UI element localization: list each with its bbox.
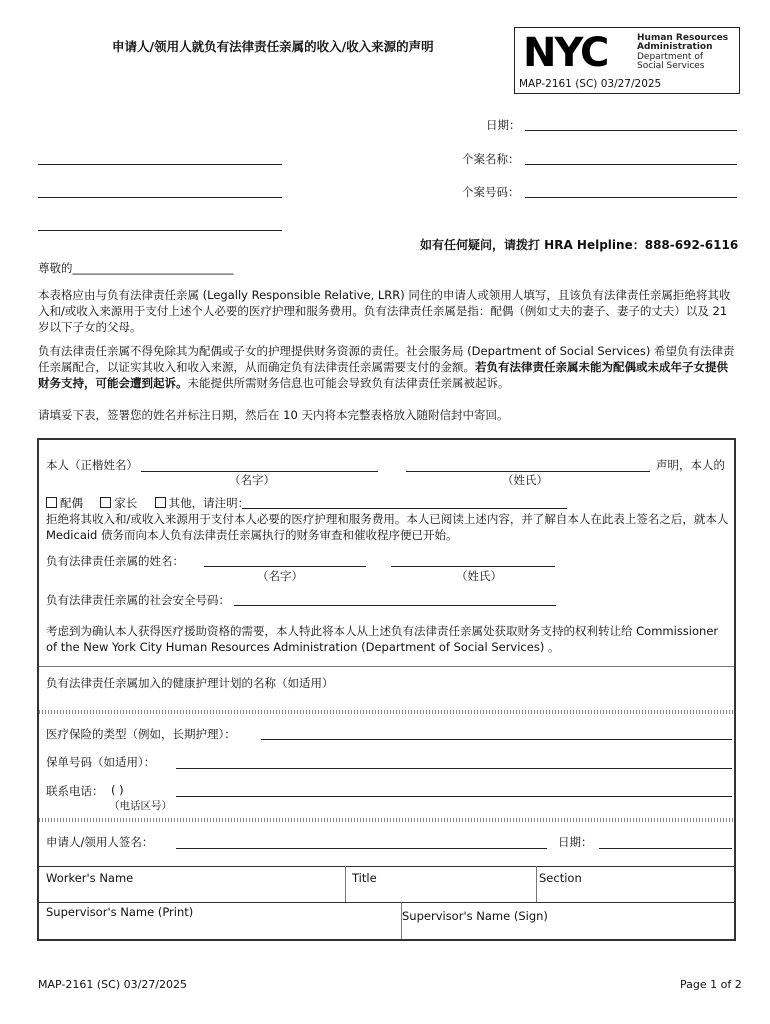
- parent-checkbox[interactable]: [100, 497, 111, 508]
- signature-date-field[interactable]: [599, 848, 732, 849]
- grid-divider-a: [345, 866, 346, 902]
- insurance-type-label: 医疗保险的类型（例如，长期护理）：: [46, 727, 236, 741]
- case-number-label: 个案号码：: [462, 185, 520, 199]
- case-name-field[interactable]: [525, 164, 737, 165]
- worker-name-label: Worker's Name: [46, 871, 134, 885]
- date-field[interactable]: [525, 130, 737, 131]
- signature-date-label: 日期：: [558, 835, 593, 849]
- relation-options: [46, 495, 249, 511]
- helpline-text: 如有任何疑问，请拨打 HRA Helpline：888-692-6116: [420, 238, 739, 252]
- other-checkbox[interactable]: [155, 497, 166, 508]
- supervisor-print-label: Supervisor's Name (Print): [46, 905, 194, 919]
- refusal-statement: 拒绝将其收入和/或收入来源用于支付本人必要的医疗护理和服务费用。本人已阅读上述内容，并了解自本人在此表上签名之后，就本人 Medicaid 债务而向本人负有法律责任亲属执行的财务审查和催收程序便已开始。: [46, 512, 729, 542]
- nyc-logo: NYC: [523, 30, 608, 76]
- intro-paragraph: 本表格应由与负有法律责任亲属 (Legally Responsible Relative, LRR) 同住的申请人或领用人填写，且该负有法律责任亲属拒绝将其收入和/或收入来源用于支付上述个人必要的医疗护理和服务费用。负有法律责任亲属是指：配偶（例如丈夫的妻子、妻子的丈夫）以及 21 岁以下子女的父母。: [38, 288, 731, 334]
- responsibility-paragraph: [38, 343, 738, 391]
- address-line-1[interactable]: [38, 164, 282, 165]
- divider-3: [39, 866, 734, 867]
- prosecution-warning: 若负有法律责任亲属未能为配偶或未成年子女提供财务支持，可能会遭到起诉。: [38, 360, 728, 390]
- lrr-ssn-label: 负有法律责任亲属的社会安全号码：: [46, 593, 230, 607]
- phone-label: 联系电话：: [46, 784, 104, 798]
- agency-name-line4: Social Services: [637, 61, 705, 71]
- address-line-3[interactable]: [38, 230, 282, 231]
- assignment-statement: 考虑到为确认本人获得医疗援助资格的需要，本人特此将本人从上述负有法律责任亲属处获取财务支持的权利转让给 Commissioner of the New York City Human Resources Administration (Department of Social Services) 。: [46, 624, 719, 654]
- lrr-last-name-field[interactable]: [391, 566, 555, 567]
- policy-number-label: 保单号码（如适用）：: [46, 755, 156, 769]
- case-name-label: 个案名称：: [462, 152, 520, 166]
- declaration-form: [37, 438, 736, 941]
- signature-field[interactable]: [176, 848, 547, 849]
- agency-name-line3: Department of: [637, 52, 703, 62]
- agency-name-line2: Administration: [637, 42, 713, 52]
- lrr-last-name-caption: （姓氏）: [456, 569, 502, 583]
- area-code-caption: （电话区号）: [109, 800, 172, 812]
- lrr-first-name-caption: （名字）: [257, 569, 303, 583]
- self-first-name-caption: （名字）: [229, 473, 275, 487]
- other-option-label: 其他，请注明：: [168, 496, 250, 510]
- divider-1: [39, 666, 734, 667]
- agency-name-line1: Human Resources: [637, 33, 729, 43]
- self-last-name-caption: （姓氏）: [502, 473, 548, 487]
- date-label: 日期：: [486, 118, 521, 132]
- salutation: 尊敬的____________________________: [38, 261, 234, 275]
- divider-4: [39, 902, 734, 903]
- health-plan-field[interactable]: [39, 710, 734, 714]
- self-name-label: 本人（正楷姓名）: [46, 458, 138, 472]
- grid-divider-b: [536, 866, 537, 902]
- area-code-parens[interactable]: ( ): [111, 783, 124, 797]
- lrr-ssn-field[interactable]: [234, 605, 556, 606]
- supervisor-sign-label: Supervisor's Name (Sign): [402, 909, 548, 923]
- health-plan-label: 负有法律责任亲属加入的健康护理计划的名称（如适用）: [46, 676, 334, 690]
- case-number-field[interactable]: [525, 197, 737, 198]
- lrr-name-label: 负有法律责任亲属的姓名：: [46, 554, 184, 568]
- parent-option-label: 家长: [114, 496, 138, 510]
- policy-number-field[interactable]: [176, 768, 732, 769]
- phone-number-field[interactable]: [176, 796, 732, 797]
- spouse-option-label: 配偶: [60, 496, 83, 510]
- lrr-first-name-field[interactable]: [204, 566, 366, 567]
- section-label: Section: [539, 871, 582, 885]
- title-label: Title: [352, 871, 377, 885]
- responsibility-text: 负有法律责任亲属不得免除其为配偶或子女的护理提供财务资源的责任。社会服务局 (Department of Social Services) 希望负有法律责任亲属配合，以证实其收入和收入来源，从而确定负有法律责任亲属需要支付的金额。: [38, 344, 735, 374]
- footer-form-code: MAP-2161 (SC) 03/27/2025: [38, 978, 188, 991]
- instructions-paragraph: 请填妥下表，签署您的姓名并标注日期，然后在 10 天内将本完整表格放入随附信封中寄回。: [38, 408, 509, 422]
- divider-2: [39, 818, 734, 822]
- declare-label: 声明，本人的: [656, 458, 725, 472]
- address-line-2[interactable]: [38, 197, 282, 198]
- other-specify-field[interactable]: [242, 508, 567, 509]
- form-title: 申请人/领用人就负有法律责任亲属的收入/收入来源的声明: [112, 39, 434, 54]
- signature-label: 申请人/领用人签名：: [46, 835, 154, 849]
- form-code-header: MAP-2161 (SC) 03/27/2025: [519, 78, 662, 90]
- page-number: Page 1 of 2: [680, 978, 742, 991]
- spouse-checkbox[interactable]: [46, 497, 57, 508]
- insurance-type-field[interactable]: [261, 739, 732, 740]
- responsibility-end: 未能提供所需财务信息也可能会导致负有法律责任亲属被起诉。: [187, 376, 510, 390]
- hra-logo-box: [514, 27, 740, 94]
